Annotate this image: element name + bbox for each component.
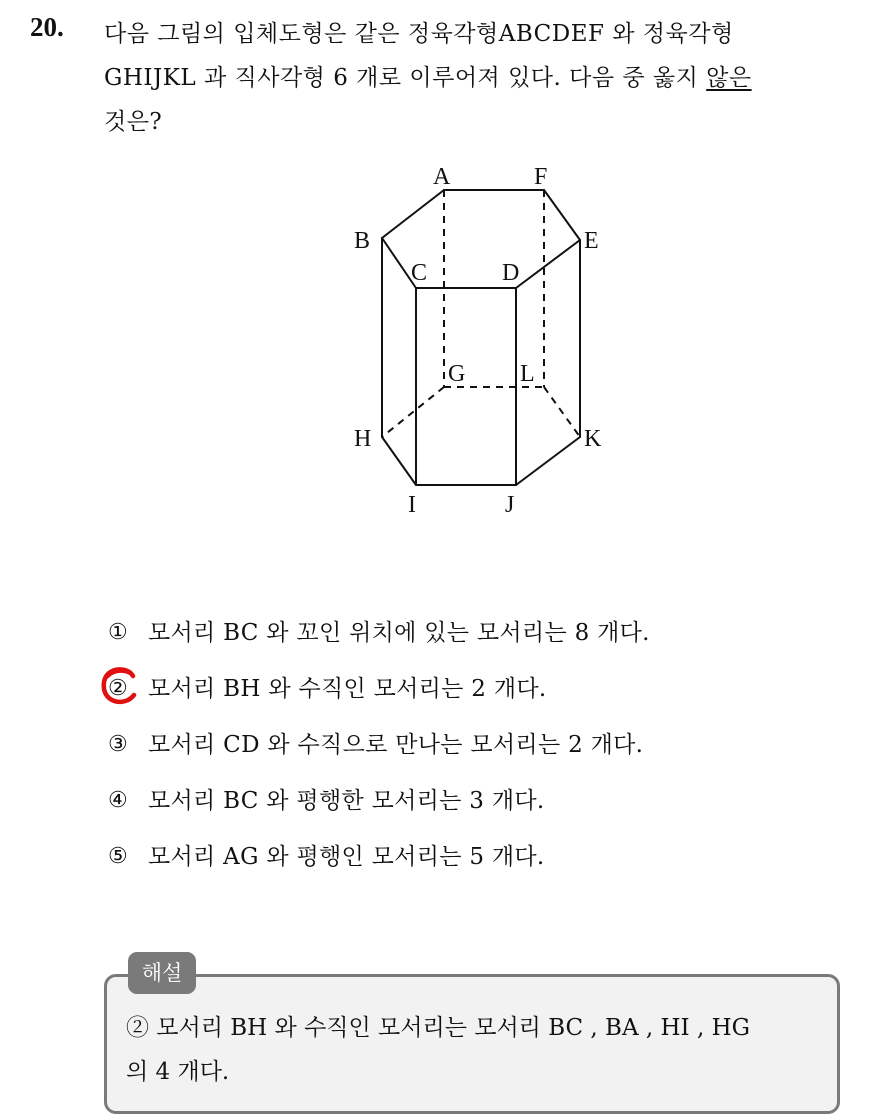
vertex-label-B: B xyxy=(354,228,371,254)
vertex-label-F: F xyxy=(534,164,548,190)
edge-GH xyxy=(382,387,444,437)
vertex-label-H: H xyxy=(354,426,372,452)
explanation-line-2: 의 4 개다. xyxy=(126,1059,230,1085)
choice-3[interactable] xyxy=(108,717,848,773)
vertex-label-L: L xyxy=(520,361,535,387)
vertex-label-K: K xyxy=(584,426,602,452)
vertex-label-D: D xyxy=(502,260,520,286)
choice-5[interactable] xyxy=(108,829,848,885)
question-line-2 xyxy=(104,56,864,100)
hexagonal-prism-figure xyxy=(340,150,640,530)
edge-DE xyxy=(516,240,580,288)
vertex-label-J: J xyxy=(505,492,515,518)
vertex-label-A: A xyxy=(433,164,451,190)
question-line-1: 다음 그림의 입체도형은 같은 정육각형ABCDEF 와 정육각형 xyxy=(104,21,734,47)
edge-JK xyxy=(516,437,580,485)
edge-EF xyxy=(544,190,580,240)
vertex-label-G: G xyxy=(448,361,466,387)
choice-number: ④ xyxy=(108,788,128,813)
underlined-word: 않은 xyxy=(706,65,752,91)
choice-text: 모서리 BC 와 꼬인 위치에 있는 모서리는 8 개다. xyxy=(148,620,650,646)
answer-circle-mark xyxy=(100,665,140,705)
explanation-text xyxy=(126,1006,826,1094)
vertex-label-C: C xyxy=(411,260,428,286)
question-text xyxy=(104,12,864,144)
choice-number: ⑤ xyxy=(108,844,128,869)
choice-4[interactable] xyxy=(108,773,848,829)
edge-HI xyxy=(382,437,416,485)
vertex-label-I: I xyxy=(408,492,416,518)
question-line-3: 것은? xyxy=(104,109,163,135)
question-line-2-text: GHIJKL 과 직사각형 6 개로 이루어져 있다. 다음 중 옳지 xyxy=(104,65,707,91)
choice-number: ① xyxy=(108,620,128,645)
explanation-line-1: ② 모서리 BH 와 수직인 모서리는 모서리 BC , BA , HI , HG xyxy=(126,1015,751,1041)
choice-number: ② xyxy=(108,676,128,701)
edge-LK xyxy=(544,387,580,437)
explanation-tag: 해설 xyxy=(128,952,196,994)
edge-AB xyxy=(382,190,444,238)
choice-text: 모서리 AG 와 평행인 모서리는 5 개다. xyxy=(148,844,545,870)
choice-text: 모서리 BH 와 수직인 모서리는 2 개다. xyxy=(148,676,547,702)
answer-choices xyxy=(108,605,848,885)
question-number: 20. xyxy=(30,12,64,42)
choice-text: 모서리 CD 와 수직으로 만나는 모서리는 2 개다. xyxy=(148,732,644,758)
choice-1[interactable] xyxy=(108,605,848,661)
choice-number: ③ xyxy=(108,732,128,757)
vertex-label-E: E xyxy=(584,228,599,254)
prism-svg xyxy=(340,150,640,530)
choice-2[interactable] xyxy=(108,661,848,717)
choice-text: 모서리 BC 와 평행한 모서리는 3 개다. xyxy=(148,788,545,814)
